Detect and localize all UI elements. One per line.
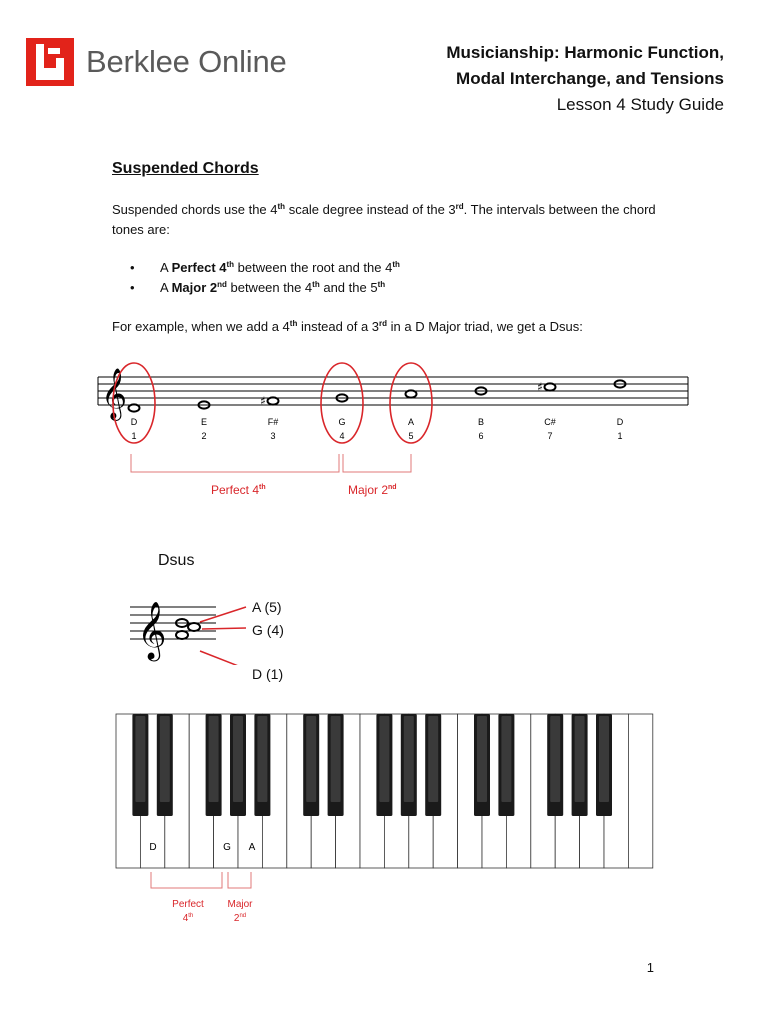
interval-brackets [131,454,411,472]
bullet2-sup2: th [312,280,320,289]
treble-clef-icon: 𝄞 [137,601,167,659]
brand-name-online: Online [198,44,287,79]
key-label-a: A [248,842,256,853]
scale-labels [131,417,624,441]
section-title: Suspended Chords [112,160,259,177]
chord-name: Dsus [158,552,195,569]
intro-sup-1: th [277,202,286,211]
scale-note-name-8: D [616,417,624,427]
bullet1-sup2: th [392,260,400,269]
scale-note-name-7: C# [544,417,556,427]
scale-degree-1: 1 [131,431,137,441]
interval-bullet-list [130,258,650,298]
scale-degree-3: 3 [270,431,276,441]
scale-degree-7: 7 [547,431,553,441]
black-key-highlight [209,716,219,802]
scale-notes [129,380,626,412]
notehead-g [188,623,200,631]
keyboard-interval1-line1: Perfect [172,899,204,910]
black-key-highlight [550,716,560,802]
key-label-g: G [223,842,231,853]
scale-note-name-3: F# [267,417,279,427]
example-sup-1: th [289,319,298,328]
keyboard-interval-brackets [151,872,251,888]
example-text-1: For example, when we add a 4 [112,319,290,334]
example-sup-2: rd [379,319,388,328]
black-key-highlight [135,716,145,802]
bullet2-sup: nd [217,280,227,289]
keyboard-interval2-line2: 2nd [233,913,247,924]
chord-tone-label-a: A (5) [252,599,282,615]
bullet1-bold: Perfect 4 [171,260,227,275]
keyboard-bracket-perfect-fourth [151,872,222,888]
white-key [628,714,652,868]
interval-label-perfect-fourth: Perfect 4th [211,483,266,497]
d-major-scale-staff [0,350,768,510]
brand-name-berklee: Berklee [86,44,190,79]
bullet-perfect-fourth [130,258,650,278]
piano-keyboard [0,700,768,940]
bullet2-bold: Major 2 [171,280,218,295]
black-key-highlight [575,716,585,802]
keyboard-bracket-major-second [228,872,251,888]
scale-degree-8: 1 [617,431,623,441]
key-label-d: D [149,842,157,853]
bullet2-sup3: th [377,280,386,289]
black-key-highlight [477,716,487,802]
example-paragraph [112,317,732,337]
bullet-dot-icon: • [130,260,135,275]
black-key-highlight [379,716,389,802]
bullet-dot-icon: • [130,280,135,295]
notehead-d [176,631,188,639]
scale-note-name-5: A [407,417,415,427]
bracket-perfect-fourth [131,454,339,472]
bullet1-pre: A [160,260,172,275]
black-key-highlight [404,716,414,802]
scale-degree-5: 5 [408,431,414,441]
page-number: 1 [646,960,654,975]
sharp-icon: ♯ [537,380,543,394]
chord-tone-label-g: G (4) [252,622,284,638]
bullet2-post: and the 5 [319,280,378,295]
course-title-line2: Modal Interchange, and Tensions [456,69,724,88]
keyboard-interval2-line1: Major [227,899,253,910]
berklee-logo-icon [26,38,74,86]
course-title-line1: Musicianship: Harmonic Function, [446,43,724,62]
interval-label-major-second: Major 2nd [348,483,397,497]
treble-clef-icon: 𝄞 [101,368,128,419]
lesson-label: Lesson 4 Study Guide [556,95,724,114]
brand-wordmark [86,44,287,80]
bullet-major-second [130,278,650,298]
scale-degree-6: 6 [478,431,484,441]
bullet1-sup: th [226,260,235,269]
scale-note-name-1: D [130,417,138,427]
black-key-highlight [257,716,267,802]
intro-text-2: scale degree instead of the 3 [285,202,456,217]
bullet2-mid: between the 4 [226,280,313,295]
scale-note-name-6: B [477,417,485,427]
scale-degree-4: 4 [339,431,345,441]
example-text-2: instead of a 3 [297,319,380,334]
intro-sup-2: rd [455,202,464,211]
chord-tone-label-d: D (1) [252,666,284,682]
bracket-major-second [343,454,411,472]
course-header [446,40,724,118]
intro-text-3: . The intervals between the chord tones are: [112,202,656,237]
black-key-highlight [501,716,511,802]
keyboard-interval1-line2: 4th [182,913,194,924]
scale-note-name-4: G [338,417,346,427]
chord-noteheads [176,619,200,639]
example-text-3: in a D Major triad, we get a Dsus: [387,319,583,334]
black-key-highlight [233,716,243,802]
black-key-highlight [331,716,341,802]
black-key-highlight [428,716,438,802]
intro-text-1: Suspended chords use the 4 [112,202,278,217]
bullet1-mid: between the root and the 4 [234,260,393,275]
intro-paragraph [112,200,672,240]
scale-degree-2: 2 [201,431,207,441]
black-key-highlight [599,716,609,802]
black-key-highlight [160,716,170,802]
chord-pointer-lines [200,607,246,665]
sharp-icon: ♯ [260,394,266,408]
bullet2-pre: A [160,280,172,295]
black-key-highlight [306,716,316,802]
scale-note-name-2: E [200,417,208,427]
